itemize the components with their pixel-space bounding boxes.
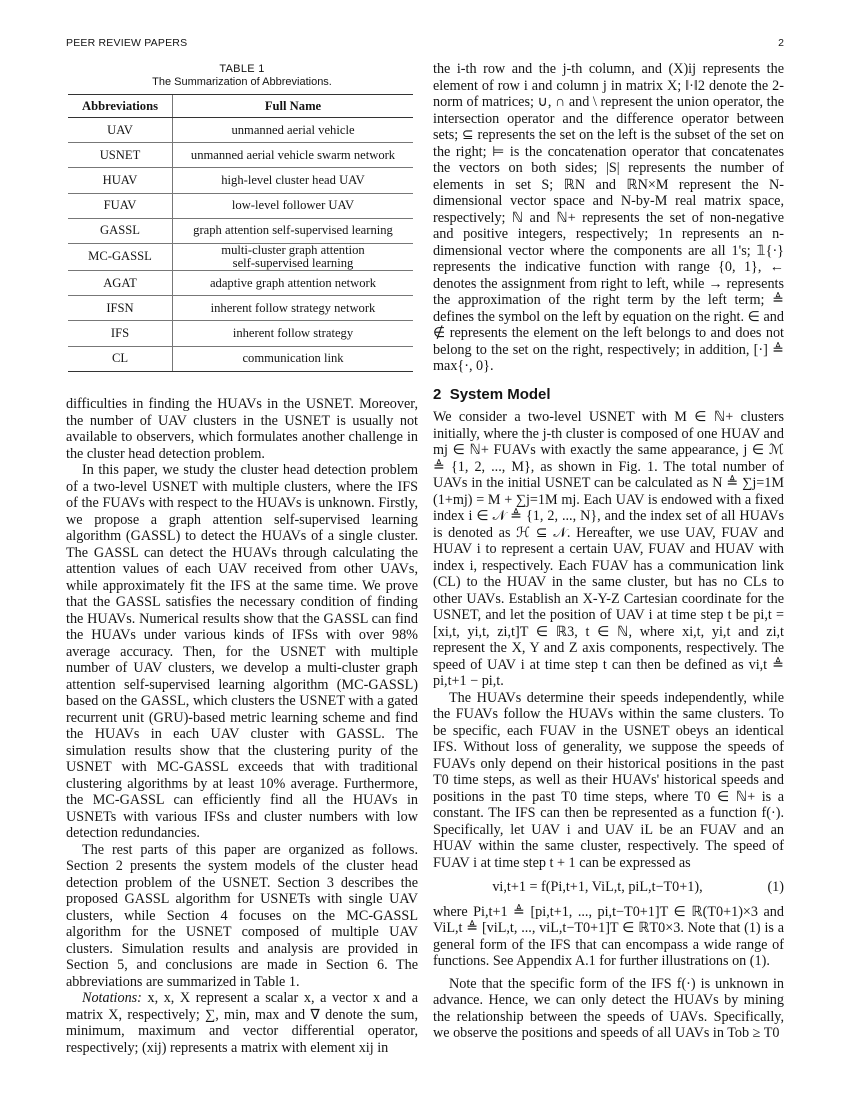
table-row — [68, 143, 413, 168]
notations-text: x, x, X represent a scalar x, a vector x and a matrix X, respectively; ∑, min, max and ∇ denote the sum, minimum, maximum and vector differential operator, respectively; (xij) represents a matrix with element xij in — [66, 990, 418, 1056]
paragraph: We consider a two-level USNET with M ∈ ℕ+ clusters initially, where the j-th cluster is composed of one HUAV and mj ∈ ℕ+ FUAVs with exactly the same appearance, j ∈ ℳ ≜ {1, 2, ..., M}, as shown in Fig. 1. The total number of UAVs in the initial USNET can be calculated as N ≜ ∑j=1M (1+mj) = M + ∑j=1M mj. Each UAV is endowed with a fixed index i ∈ 𝒩 ≜ {1, 2, ..., N}, and the index set of all HUAVs is denoted as ℋ ⊆ 𝒩. Hereafter, we use UAV, FUAV and HUAV i to represent a certain UAV, FUAV and HUAV with index i, respectively. Each FUAV has a communication link (CL) to the HUAV in the same cluster, but has no CLs to other UAVs. Establish an X-Y-Z Cartesian coordinate for the USNET, and let the position of UAV i at time step t be pi,t = [xi,t, yi,t, zi,t]T ∈ ℝ3, t ∈ ℕ, where xi,t, yi,t and zi,t represent the X, Y and Z axis components, respectively. The speed of UAV i at time step t can then be defined as vi,t ≜ pi,t+1 − pi,t. — [433, 409, 784, 689]
table-row — [68, 321, 413, 346]
full-name-cell: inherent follow strategy — [173, 321, 414, 346]
equation-number: (1) — [767, 879, 784, 895]
abbr-cell: FUAV — [68, 193, 173, 218]
table-row — [68, 243, 413, 270]
left-text-column — [66, 396, 418, 1056]
table-row — [68, 270, 413, 295]
table-row — [68, 218, 413, 243]
equation-1 — [433, 879, 784, 896]
section-heading — [433, 387, 784, 404]
abbreviation-table — [68, 94, 413, 372]
abbr-cell: USNET — [68, 143, 173, 168]
equation-body: vi,t+1 = f(Pi,t+1, ViL,t, piL,t−T0+1), — [492, 879, 703, 895]
full-name-cell: multi-cluster graph attention self-supervised learning — [173, 243, 414, 270]
running-title: PEER REVIEW PAPERS — [66, 37, 188, 49]
full-name-cell: inherent follow strategy network — [173, 296, 414, 321]
full-name-cell: unmanned aerial vehicle — [173, 118, 414, 143]
section-number: 2 — [433, 385, 442, 403]
full-name-cell: high-level cluster head UAV — [173, 168, 414, 193]
right-text-column — [433, 61, 784, 1042]
full-name-cell: unmanned aerial vehicle swarm network — [173, 143, 414, 168]
abbr-cell: HUAV — [68, 168, 173, 193]
paragraph: The HUAVs determine their speeds independently, while the FUAVs follow the HUAVs within the same clusters. To be specific, each FUAV in the USNET obeys an identical IFS. Without loss of generality, we suppose the speeds of FUAVs only depend on their historical positions in the past T0 time steps, as well as their HUAVs' historical speeds and positions in the past T0 time steps, where T0 ∈ ℕ+ is a constant. The IFS can then be represented as a function f(·). Specifically, let UAV i and UAV iL be an FUAV and an HUAV within the same cluster, respectively. The speed of FUAV i at time step t + 1 can be expressed as — [433, 689, 784, 871]
section-title: System Model — [449, 385, 551, 403]
notations-label: Notations: — [82, 990, 142, 1006]
paragraph: The rest parts of this paper are organized as follows. Section 2 presents the system models of the cluster head detection problem of the USNET. Section 3 describes the proposed GASSL algorithm for USNETs with single UAV clusters, while Section 4 focuses on the MC-GASSL algorithm for the USNET composed of multiple UAV clusters. Simulation results and analysis are provided in Section 5, and conclusions are made in Section 6. The abbreviations are summarized in Table 1. — [66, 841, 418, 990]
abbr-cell: MC-GASSL — [68, 243, 173, 270]
paragraph: difficulties in finding the HUAVs in the USNET. Moreover, the number of UAV clusters in the USNET is usually not available to observers, which formulates another challenge in the cluster head detection problem. — [66, 396, 418, 462]
table-row — [68, 296, 413, 321]
full-name-cell: communication link — [173, 346, 414, 371]
table-row — [68, 168, 413, 193]
table-row — [68, 118, 413, 143]
table-label: TABLE 1 — [219, 63, 265, 75]
abbr-cell: GASSL — [68, 218, 173, 243]
column-header-full-name: Full Name — [173, 95, 414, 118]
abbr-cell: AGAT — [68, 270, 173, 295]
table-row — [68, 193, 413, 218]
table-row — [68, 346, 413, 371]
table-header-row — [68, 95, 413, 118]
column-header-abbreviations: Abbreviations — [68, 95, 173, 118]
full-name-cell: adaptive graph attention network — [173, 270, 414, 295]
abbr-cell: CL — [68, 346, 173, 371]
full-name-cell: graph attention self-supervised learning — [173, 218, 414, 243]
notations-paragraph — [66, 990, 418, 1056]
abbr-cell: IFSN — [68, 296, 173, 321]
paragraph: In this paper, we study the cluster head detection problem of a two-level USNET with multiple clusters, where the IFS of the FUAVs with respect to the HUAVs is unknown. Firstly, we propose a graph attention self-supervised learning algorithm (GASSL) to detect the HUAVs of a single cluster. The GASSL can detect the HUAVs through calculating the attention values of each UAV received from other UAVs, while approximately fit the IFS at the same time. We prove that the GASSL satisfies the necessary condition of finding the HUAVs. Numerical results show that the GASSL can find the HUAVs under various kinds of IFSs with over 98% average accuracy. Then, for the USNET with multiple number of UAV clusters, we develop a multi-cluster graph attention self-supervised learning algorithm (MC-GASSL) based on the GASSL, which clusters the USNET with a gated recurrent unit (GRU)-based metric learning scheme and find the HUAVs in each UAV cluster with GASSL. The simulation results show that the clustering purity of the USNET with MC-GASSL exceeds that with traditional clustering algorithms by at least 10% average. Furthermore, the MC-GASSL can efficiently find all the HUAVs in USNETs with various IFSs and cluster numbers with low detection redundancies. — [66, 462, 418, 841]
paragraph: Note that the specific form of the IFS f(·) is unknown in advance. Hence, we can only detect the HUAVs by mining the relationship between the speeds of UAVs. Specifically, we observe the positions and speeds of all UAVs in Tob ≥ T0 — [433, 975, 784, 1041]
paragraph: the i-th row and the j-th column, and (X)ij represents the element of row i and column j in matrix X; ‖·‖2 denote the 2-norm of matrices; ∪, ∩ and \ represent the union operator, the intersection operator and the difference operator between sets; ⊆ represents the set on the left is the subset of the set on the right; ⊨ is the concatenation operator that concatenates the vectors on both sides; |S| represents the number of elements in set S; ℝN and ℝN×M represent the N-dimensional vector space and N-by-M real matrix space, respectively; ℕ and ℕ+ represents the set of non-negative and positive integers, respectively; 1n represents an n-dimensional vector where the components are all 1's; 𝟙{·} represents the indicative function with range {0, 1}, ← denotes the assignment from right to left, while → represents the approximation of the right term by the left term; ≜ defines the symbol on the left by equation on the right. ∈ and ∉ represents the element on the left belongs to and does not belong to the set on the right, respectively; in addition, [·] ≜ max{·, 0}. — [433, 61, 784, 374]
abbr-cell: UAV — [68, 118, 173, 143]
table-title: The Summarization of Abbreviations. — [152, 76, 332, 88]
abbr-cell: IFS — [68, 321, 173, 346]
paragraph: where Pi,t+1 ≜ [pi,t+1, ..., pi,t−T0+1]T ∈ ℝ(T0+1)×3 and ViL,t ≜ [viL,t, ..., viL,t−T0+1]T ∈ ℝT0×3. Note that (1) is a general form of the IFS that can encompass a wide range of functions. See Appendix A.1 for further illustrations on (1). — [433, 903, 784, 969]
page-number: 2 — [778, 37, 784, 49]
full-name-cell: low-level follower UAV — [173, 193, 414, 218]
